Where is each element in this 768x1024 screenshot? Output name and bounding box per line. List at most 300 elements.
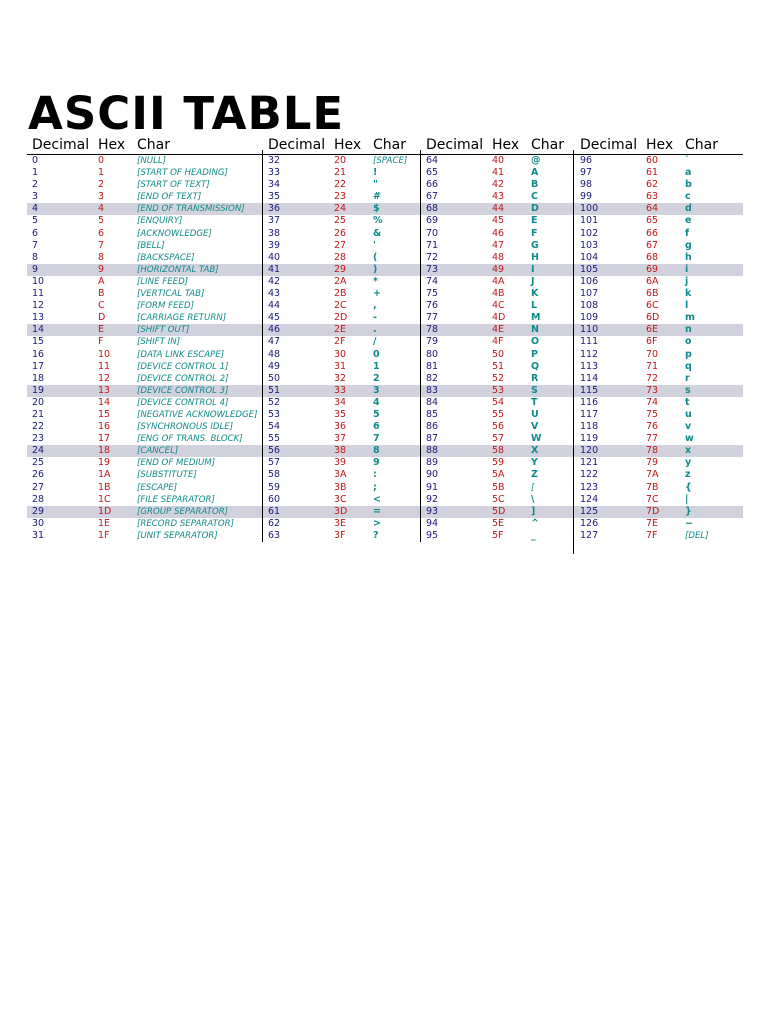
decimal-cell: 85: [426, 408, 439, 420]
hex-cell: 58: [492, 445, 505, 457]
decimal-cell: 116: [580, 396, 599, 408]
decimal-cell: 111: [580, 336, 599, 348]
decimal-cell: 60: [268, 493, 281, 505]
decimal-cell: 74: [426, 275, 439, 287]
hex-cell: 50: [492, 348, 505, 360]
char-cell: k: [685, 288, 692, 300]
decimal-cell: 118: [580, 421, 599, 433]
table-row: [27, 155, 743, 167]
char-cell: S: [531, 384, 538, 396]
decimal-cell: 54: [268, 421, 281, 433]
char-cell: ,: [373, 300, 377, 312]
hex-cell: 14: [98, 396, 111, 408]
char-cell: [SYNCHRONOUS IDLE]: [137, 422, 234, 433]
decimal-cell: 12: [32, 300, 45, 312]
hex-cell: 78: [646, 445, 659, 457]
char-cell: b: [685, 179, 692, 191]
decimal-cell: 99: [580, 191, 593, 203]
decimal-cell: 58: [268, 469, 281, 481]
hex-cell: 3: [98, 191, 105, 203]
char-cell: [LINE FEED]: [137, 276, 189, 287]
decimal-cell: 62: [268, 517, 281, 529]
hex-cell: 71: [646, 360, 659, 372]
decimal-cell: 22: [32, 421, 45, 433]
decimal-cell: 75: [426, 288, 439, 300]
decimal-cell: 125: [580, 505, 599, 517]
char-cell: K: [531, 288, 539, 300]
char-cell: ]: [531, 505, 536, 517]
decimal-cell: 73: [426, 263, 439, 275]
char-cell: V: [531, 421, 539, 433]
char-cell: +: [373, 288, 381, 300]
decimal-cell: 23: [32, 433, 45, 445]
decimal-cell: 80: [426, 348, 439, 360]
char-cell: x: [685, 445, 692, 457]
hex-cell: 51: [492, 360, 505, 372]
table-row: [27, 349, 743, 361]
char-cell: [DEVICE CONTROL 3]: [137, 385, 229, 396]
decimal-cell: 25: [32, 457, 45, 469]
hex-cell: 63: [646, 191, 659, 203]
decimal-cell: 31: [32, 529, 45, 541]
hex-cell: 25: [334, 215, 347, 227]
char-cell: o: [685, 336, 692, 348]
table-row: [27, 179, 743, 191]
hex-cell: 4: [98, 203, 105, 215]
char-cell: [START OF HEADING]: [137, 168, 228, 179]
char-cell: [BACKSPACE]: [137, 252, 195, 263]
decimal-cell: 36: [268, 203, 281, 215]
char-cell: Y: [531, 457, 538, 469]
char-cell: I: [531, 263, 535, 275]
decimal-cell: 35: [268, 191, 281, 203]
char-cell: L: [531, 300, 538, 312]
decimal-cell: 104: [580, 251, 599, 263]
char-cell: |: [685, 493, 689, 505]
char-cell: v: [685, 421, 692, 433]
char-cell: t: [685, 396, 690, 408]
char-cell: !: [373, 167, 378, 179]
decimal-cell: 91: [426, 481, 439, 493]
char-cell: W: [531, 433, 542, 445]
hex-cell: 67: [646, 239, 659, 251]
decimal-cell: 41: [268, 263, 281, 275]
decimal-cell: 0: [32, 155, 39, 166]
decimal-cell: 37: [268, 215, 281, 227]
decimal-cell: 59: [268, 481, 281, 493]
hex-cell: 40: [492, 155, 505, 166]
char-cell: 0: [373, 348, 380, 360]
table-row: [27, 324, 743, 336]
char-cell: [RECORD SEPARATOR]: [137, 518, 234, 529]
table-row: [27, 506, 743, 518]
hex-cell: F: [98, 336, 104, 348]
column-header-char: Char: [685, 137, 718, 153]
decimal-cell: 123: [580, 481, 599, 493]
decimal-cell: 24: [32, 445, 45, 457]
hex-cell: 69: [646, 263, 659, 275]
decimal-cell: 70: [426, 227, 439, 239]
decimal-cell: 10: [32, 275, 45, 287]
char-cell: [VERTICAL TAB]: [137, 289, 205, 300]
hex-cell: 76: [646, 421, 659, 433]
hex-cell: 65: [646, 215, 659, 227]
decimal-cell: 87: [426, 433, 439, 445]
char-cell: [END OF TEXT]: [137, 192, 202, 203]
hex-cell: 19: [98, 457, 111, 469]
hex-cell: 6F: [646, 336, 658, 348]
char-cell: @: [531, 155, 541, 166]
ascii-table: [27, 136, 743, 542]
hex-cell: 5D: [492, 505, 506, 517]
table-row: [27, 457, 743, 469]
decimal-cell: 81: [426, 360, 439, 372]
hex-cell: 75: [646, 408, 659, 420]
column-header-char: Char: [531, 137, 564, 153]
decimal-cell: 115: [580, 384, 599, 396]
char-cell: [ENG OF TRANS. BLOCK]: [137, 434, 243, 445]
decimal-cell: 18: [32, 372, 45, 384]
hex-cell: 1: [98, 167, 105, 179]
decimal-cell: 108: [580, 300, 599, 312]
table-row: [27, 397, 743, 409]
hex-cell: 3F: [334, 529, 346, 541]
hex-cell: 74: [646, 396, 659, 408]
hex-cell: 1E: [98, 517, 111, 529]
char-cell: 1: [373, 360, 380, 372]
hex-cell: 4A: [492, 275, 505, 287]
char-cell: [: [531, 482, 535, 493]
hex-cell: 26: [334, 227, 347, 239]
hex-cell: 3D: [334, 505, 348, 517]
char-cell: [CARRIAGE RETURN]: [137, 313, 227, 324]
column-header-char: Char: [137, 137, 170, 153]
decimal-cell: 8: [32, 251, 39, 263]
decimal-cell: 5: [32, 215, 39, 227]
column-header-decimal: Decimal: [268, 137, 326, 153]
char-cell: Z: [531, 469, 538, 481]
hex-cell: 41: [492, 167, 505, 179]
hex-cell: 1B: [98, 481, 111, 493]
decimal-cell: 32: [268, 155, 281, 166]
char-cell: i: [685, 263, 689, 275]
char-cell: 3: [373, 384, 380, 396]
decimal-cell: 4: [32, 203, 39, 215]
char-cell: [DATA LINK ESCAPE]: [137, 349, 225, 360]
decimal-cell: 3: [32, 191, 39, 203]
char-cell: {: [685, 481, 692, 493]
decimal-cell: 114: [580, 372, 599, 384]
decimal-cell: 71: [426, 239, 439, 251]
table-row: [27, 167, 743, 179]
hex-cell: 49: [492, 263, 505, 275]
table-row: [27, 445, 743, 457]
decimal-cell: 89: [426, 457, 439, 469]
char-cell: ~: [685, 517, 693, 529]
hex-cell: 2B: [334, 288, 347, 300]
decimal-cell: 20: [32, 396, 45, 408]
hex-cell: 1F: [98, 529, 110, 541]
table-row: [27, 433, 743, 445]
char-cell: :: [373, 469, 377, 481]
hex-cell: 72: [646, 372, 659, 384]
hex-cell: 6E: [646, 324, 659, 336]
char-cell: [GROUP SEPARATOR]: [137, 506, 229, 517]
char-cell: X: [531, 445, 539, 457]
column-header-hex: Hex: [492, 137, 520, 153]
char-cell: [FILE SEPARATOR]: [137, 494, 215, 505]
char-cell: l: [685, 300, 689, 312]
char-cell: j: [685, 275, 689, 287]
hex-cell: 13: [98, 384, 111, 396]
char-cell: [SHIFT IN]: [137, 337, 181, 348]
hex-cell: C: [98, 300, 105, 312]
hex-cell: 31: [334, 360, 347, 372]
hex-cell: 59: [492, 457, 505, 469]
hex-cell: 7A: [646, 469, 659, 481]
char-cell: 5: [373, 408, 380, 420]
decimal-cell: 16: [32, 348, 45, 360]
char-cell: m: [685, 312, 695, 324]
hex-cell: 17: [98, 433, 111, 445]
decimal-cell: 78: [426, 324, 439, 336]
char-cell: [DEVICE CONTROL 2]: [137, 373, 229, 384]
table-row: [27, 421, 743, 433]
char-cell: f: [685, 227, 690, 239]
decimal-cell: 69: [426, 215, 439, 227]
table-row: [27, 203, 743, 215]
decimal-cell: 34: [268, 179, 281, 191]
char-cell: z: [685, 469, 691, 481]
char-cell: u: [685, 408, 692, 420]
table-row: [27, 215, 743, 227]
char-cell: `: [685, 155, 690, 166]
char-cell: [FORM FEED]: [137, 301, 194, 312]
char-cell: 2: [373, 372, 380, 384]
decimal-cell: 46: [268, 324, 281, 336]
char-cell: 8: [373, 445, 380, 457]
decimal-cell: 7: [32, 239, 39, 251]
char-cell: 4: [373, 396, 380, 408]
char-cell: %: [373, 215, 383, 227]
hex-cell: 28: [334, 251, 347, 263]
decimal-cell: 97: [580, 167, 593, 179]
decimal-cell: 96: [580, 155, 593, 166]
decimal-cell: 103: [580, 239, 599, 251]
table-row: [27, 385, 743, 397]
hex-cell: 68: [646, 251, 659, 263]
decimal-cell: 21: [32, 408, 45, 420]
decimal-cell: 51: [268, 384, 281, 396]
decimal-cell: 39: [268, 239, 281, 251]
hex-cell: 43: [492, 191, 505, 203]
table-row: [27, 300, 743, 312]
char-cell: ^: [531, 517, 539, 529]
hex-cell: 46: [492, 227, 505, 239]
hex-cell: D: [98, 312, 106, 324]
char-cell: P: [531, 348, 538, 360]
char-cell: (: [373, 251, 378, 263]
hex-cell: 21: [334, 167, 347, 179]
hex-cell: 30: [334, 348, 347, 360]
hex-cell: 62: [646, 179, 659, 191]
char-cell: d: [685, 203, 692, 215]
char-cell: [END OF MEDIUM]: [137, 458, 216, 469]
hex-cell: 3C: [334, 493, 347, 505]
hex-cell: 1C: [98, 493, 111, 505]
decimal-cell: 57: [268, 457, 281, 469]
table-row: [27, 518, 743, 530]
decimal-cell: 86: [426, 421, 439, 433]
hex-cell: 4F: [492, 336, 504, 348]
char-cell: .: [373, 324, 377, 336]
char-cell: [START OF TEXT]: [137, 180, 210, 191]
hex-cell: 5A: [492, 469, 505, 481]
char-cell: [DEVICE CONTROL 1]: [137, 361, 229, 372]
decimal-cell: 102: [580, 227, 599, 239]
char-cell: r: [685, 372, 690, 384]
hex-cell: 55: [492, 408, 505, 420]
decimal-cell: 113: [580, 360, 599, 372]
char-cell: E: [531, 215, 538, 227]
hex-cell: 53: [492, 384, 505, 396]
decimal-cell: 105: [580, 263, 599, 275]
char-cell: 7: [373, 433, 380, 445]
table-row: [27, 312, 743, 324]
hex-cell: 3E: [334, 517, 347, 529]
decimal-cell: 44: [268, 300, 281, 312]
char-cell: }: [685, 505, 692, 517]
char-cell: A: [531, 167, 539, 179]
decimal-cell: 76: [426, 300, 439, 312]
hex-cell: 5F: [492, 529, 504, 541]
char-cell: [CANCEL]: [137, 446, 179, 457]
char-cell: h: [685, 251, 692, 263]
column-divider: [420, 150, 421, 542]
char-cell: [NEGATIVE ACKNOWLEDGE]: [137, 409, 258, 420]
hex-cell: 36: [334, 421, 347, 433]
hex-cell: 34: [334, 396, 347, 408]
decimal-cell: 63: [268, 529, 281, 541]
hex-cell: 5C: [492, 493, 505, 505]
decimal-cell: 27: [32, 481, 45, 493]
hex-cell: 35: [334, 408, 347, 420]
hex-cell: 11: [98, 360, 111, 372]
hex-cell: 5B: [492, 481, 505, 493]
hex-cell: 12: [98, 372, 111, 384]
hex-cell: 61: [646, 167, 659, 179]
hex-cell: 5E: [492, 517, 505, 529]
hex-cell: 39: [334, 457, 347, 469]
decimal-cell: 42: [268, 275, 281, 287]
table-row: [27, 276, 743, 288]
table-row: [27, 409, 743, 421]
decimal-cell: 45: [268, 312, 281, 324]
char-cell: [SHIFT OUT]: [137, 325, 190, 336]
column-header-decimal: Decimal: [580, 137, 638, 153]
hex-cell: 56: [492, 421, 505, 433]
hex-cell: 4E: [492, 324, 505, 336]
decimal-cell: 30: [32, 517, 45, 529]
hex-cell: 4D: [492, 312, 506, 324]
hex-cell: 6: [98, 227, 105, 239]
decimal-cell: 93: [426, 505, 439, 517]
char-cell: c: [685, 191, 691, 203]
column-header-char: Char: [373, 137, 406, 153]
decimal-cell: 38: [268, 227, 281, 239]
hex-cell: 37: [334, 433, 347, 445]
hex-cell: 32: [334, 372, 347, 384]
decimal-cell: 2: [32, 179, 39, 191]
table-row: [27, 264, 743, 276]
char-cell: p: [685, 348, 692, 360]
hex-cell: 3B: [334, 481, 347, 493]
decimal-cell: 28: [32, 493, 45, 505]
hex-cell: 7: [98, 239, 105, 251]
hex-cell: 23: [334, 191, 347, 203]
decimal-cell: 122: [580, 469, 599, 481]
hex-cell: 20: [334, 155, 347, 166]
decimal-cell: 106: [580, 275, 599, 287]
hex-cell: 1D: [98, 505, 112, 517]
table-row: [27, 240, 743, 252]
char-cell: =: [373, 505, 381, 517]
hex-cell: 2C: [334, 300, 347, 312]
table-row: [27, 494, 743, 506]
table-row: [27, 336, 743, 348]
char-cell: ): [373, 263, 378, 275]
decimal-cell: 43: [268, 288, 281, 300]
hex-cell: 29: [334, 263, 347, 275]
hex-cell: 4B: [492, 288, 505, 300]
hex-cell: 77: [646, 433, 659, 445]
decimal-cell: 67: [426, 191, 439, 203]
decimal-cell: 95: [426, 529, 439, 541]
decimal-cell: 47: [268, 336, 281, 348]
table-row: [27, 373, 743, 385]
decimal-cell: 88: [426, 445, 439, 457]
decimal-cell: 110: [580, 324, 599, 336]
decimal-cell: 64: [426, 155, 439, 166]
decimal-cell: 124: [580, 493, 599, 505]
table-row: [27, 469, 743, 481]
decimal-cell: 100: [580, 203, 599, 215]
char-cell: D: [531, 203, 539, 215]
char-cell: M: [531, 312, 541, 324]
decimal-cell: 82: [426, 372, 439, 384]
char-cell: N: [531, 324, 539, 336]
char-cell: [DEL]: [685, 530, 709, 541]
decimal-cell: 101: [580, 215, 599, 227]
hex-cell: 3A: [334, 469, 347, 481]
char-cell: \: [531, 493, 535, 505]
decimal-cell: 109: [580, 312, 599, 324]
char-cell: O: [531, 336, 540, 348]
char-cell: J: [531, 275, 535, 287]
hex-cell: 54: [492, 396, 505, 408]
hex-cell: 24: [334, 203, 347, 215]
hex-cell: 5: [98, 215, 105, 227]
decimal-cell: 92: [426, 493, 439, 505]
column-header-hex: Hex: [334, 137, 362, 153]
table-row: [27, 191, 743, 203]
decimal-cell: 127: [580, 529, 599, 541]
hex-cell: E: [98, 324, 105, 336]
decimal-cell: 84: [426, 396, 439, 408]
char-cell: [ESCAPE]: [137, 482, 178, 493]
table-row: [27, 530, 743, 542]
hex-cell: 7B: [646, 481, 659, 493]
